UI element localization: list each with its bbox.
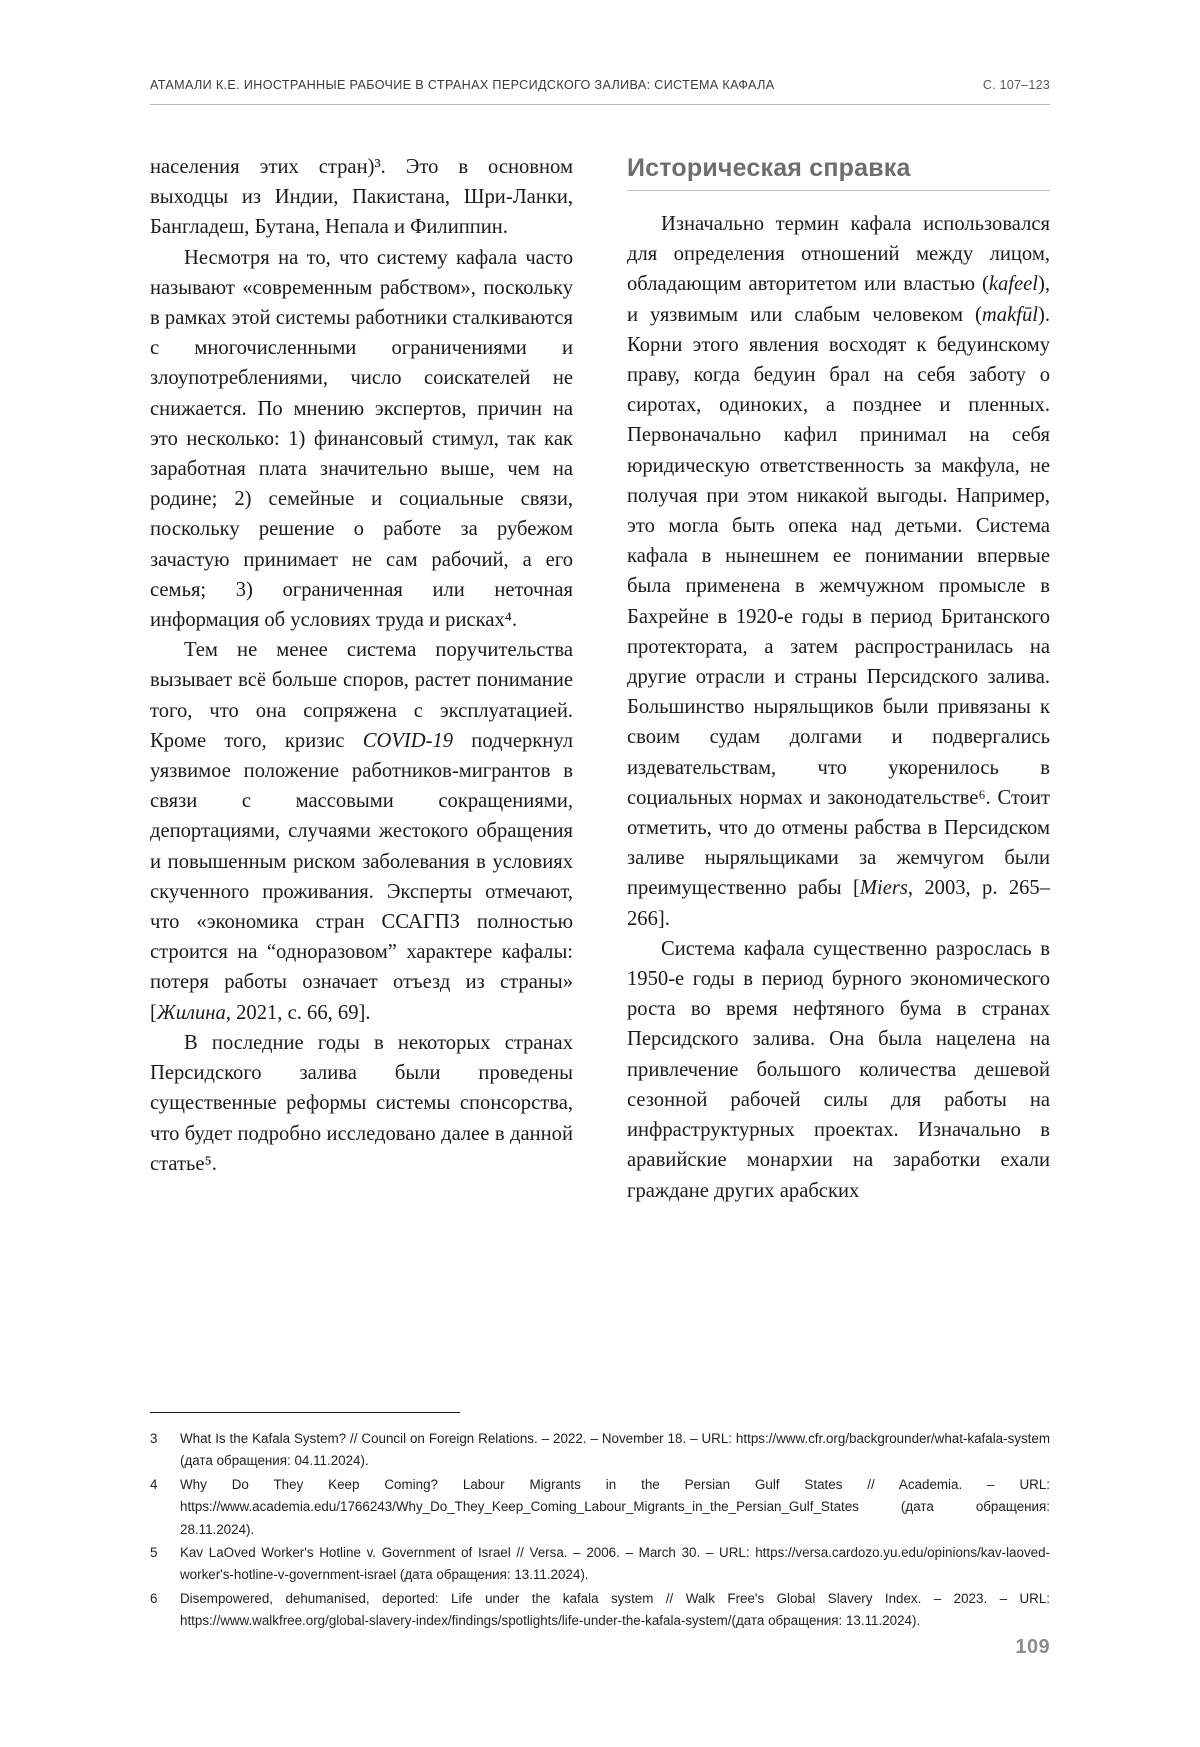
header-divider — [150, 104, 1050, 105]
running-head-title: АТАМАЛИ К.Е. ИНОСТРАННЫЕ РАБОЧИЕ В СТРАНАХ ПЕРСИДСКОГО ЗАЛИВА: СИСТЕМА КАФАЛА — [150, 78, 775, 92]
footnote-text: What Is the Kafala System? // Council on Foreign Relations. – 2022. – November 18. – URL: https://www.cfr.org/backgrounder/what-kafala-system (дата обращения: 04.11.2024). — [180, 1431, 1050, 1469]
footnote-number: 4 — [150, 1476, 158, 1492]
text-run: Тем не менее система поручительства вызывает всё больше споров, растет понимание того, что она сопряжена с эксплуатацией. Кроме того, кризис — [150, 639, 573, 752]
italic-citation: Жилина — [156, 1001, 226, 1024]
italic-term-kafeel: kafeel — [988, 273, 1038, 296]
two-column-body — [150, 152, 1050, 1367]
paragraph: В последние годы в некоторых странах Персидского залива были проведены существенные реформы системы спонсорства, что будет подробно исследовано далее в данной статье⁵. — [150, 1031, 573, 1175]
section-heading: Историческая справка — [627, 154, 911, 182]
footnote-number: 5 — [150, 1545, 158, 1561]
footnote-item — [150, 1428, 1050, 1473]
paragraph: Несмотря на то, что систему кафала часто называют «современным рабством», поскольку в рамках этой системы работники сталкиваются с многочисленными ограничениями и злоупотреблениями, число соискателей не снижается. По мнению экспертов, причин на это несколько: 1) финансовый стимул, так как заработная плата значительно выше, чем на родине; 2) семейные и социальные связи, поскольку решение о работе за рубежом зачастую принимает не сам рабочий, а его семья; 3) ограниченная или неточная информация об условиях труда и рисках⁴. — [150, 246, 573, 632]
italic-citation-miers: Miers — [859, 877, 908, 900]
paragraph: Система кафала существенно разрослась в 1950-е годы в период бурного экономического роста во время нефтяного бума в странах Персидского залива. Она была нацелена на привлечение большого количества дешевой сезонной рабочей силы для работы на инфраструктурных проектах. Изначально в аравийские монархии на заработки ехали граждане других арабских — [627, 937, 1050, 1202]
footnote-item — [150, 1588, 1050, 1633]
paragraph-with-italics — [627, 209, 1050, 934]
footnote-text: Kav LaOved Worker's Hotline v. Government of Israel // Versa. – 2006. – March 30. – URL: https://versa.cardozo.yu.edu/opinions/kav-laoved-worker's-hotline-v-government-israel (дата обращения: 13.11.2024). — [180, 1545, 1050, 1583]
paragraph-continuation: населения этих стран)³. Это в основном выходцы из Индии, Пакистана, Шри-Ланки, Бангладеш, Бутана, Непала и Филиппин. — [150, 156, 573, 239]
footnote-list — [150, 1428, 1050, 1634]
text-run: ), и уязвимым или слабым человеком ( — [627, 273, 1050, 326]
text-run: , 2021, с. 66, 69]. — [225, 1001, 371, 1024]
text-run: ). Корни этого явления восходят к бедуинскому праву, когда бедуин брал на себя заботу о сиротах, одиноких, а позднее и пленных. Первоначально кафил принимал на себя юридическую ответственность за макфула, не получая при этом никакой выгоды. Например, это могла быть опека над детьми. Система кафала в нынешнем ее понимании впервые была применена в жемчужном промысле в Бахрейне в 1920-е годы в период Британского протектората, а затем распространилась на другие отрасли и страны Персидского залива. Большинство ныряльщиков были привязаны к своим судам долгами и подвергались издевательствам, что укоренилось в социальных нормах и законодательстве⁶. Стоит отметить, что до отмены рабства в Персидском заливе ныряльщиками за жемчугом были преимущественно рабы [ — [627, 303, 1050, 900]
text-run: Изначально термин кафала использовался для определения отношений между лицом, обладающим авторитетом или властью ( — [627, 213, 1050, 296]
text-run: подчеркнул уязвимое положение работников-мигрантов в связи с массовыми сокращениями, депортациями, случаями жестокого обращения и повышенным риском заболевания в условиях скученного проживания. Эксперты отмечают, что «экономика стран ССАГПЗ полностью строится на “одноразовом” характере кафалы: потеря работы означает отъезд из страны» [ — [150, 729, 573, 1024]
italic-term: COVID-19 — [362, 729, 454, 752]
left-column — [150, 152, 573, 1367]
running-head — [150, 78, 1050, 92]
section-divider — [627, 190, 1050, 191]
footnote-number: 3 — [150, 1431, 158, 1446]
paragraph-with-italics — [150, 635, 573, 1028]
footnote-item — [150, 1474, 1050, 1541]
text-run: , 2003, p. 265–266]. — [627, 877, 1050, 930]
footnote-number: 6 — [150, 1590, 158, 1606]
right-column — [627, 152, 1050, 1367]
footnote-text: Why Do They Keep Coming? Labour Migrants in the Persian Gulf States // Academia. – URL: https://www.academia.edu/1766243/Why_Do_They_Keep_Coming_Labour_Migrants_in_the_Persian_Gulf_States (дата обращения: 28.11.2024). — [180, 1476, 1050, 1537]
footnote-item — [150, 1542, 1050, 1587]
italic-term-makful: makfūl — [981, 303, 1038, 326]
page-number: 109 — [1015, 1636, 1050, 1658]
running-head-pages: С. 107–123 — [982, 78, 1050, 92]
footnote-separator — [150, 1412, 460, 1413]
footnote-text: Disempowered, dehumanised, deported: Life under the kafala system // Walk Free's Global Slavery Index. – 2023. – URL: https://www.walkfree.org/global-slavery-index/findings/spotlights/life-under-the-kafala-system/(дата обращения: 13.11.2024). — [180, 1590, 1050, 1629]
